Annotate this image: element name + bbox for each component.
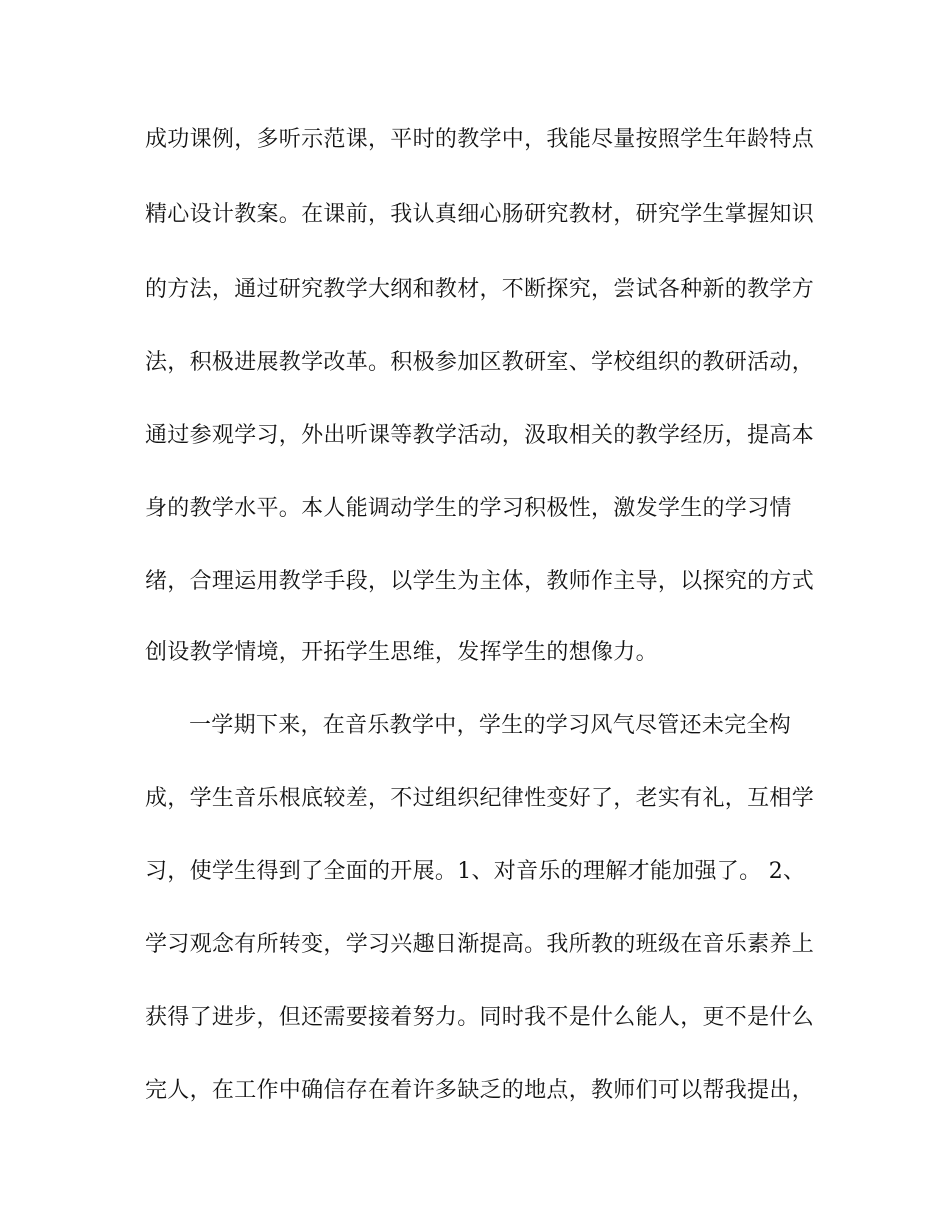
text-line: 身的教学水平。本人能调动学生的学习积极性，激发学生的学习情 [145,496,792,521]
text-line: 精心设计教案。在课前，我认真细心肠研究教材，研究学生掌握知识 [145,202,815,227]
text-line: 的方法，通过研究教学大纲和教材，不断探究，尝试各种新的教学方 [145,277,815,302]
text-line: 习，使学生得到了全面的开展。1、对音乐的理解才能加强了。 2、 [145,859,806,884]
text-line: 法，积极进展教学改革。积极参加区教研室、学校组织的教研活动， [145,350,815,375]
text-line: 通过参观学习，外出听课等教学活动，汲取相关的教学经历，提高本 [145,423,815,448]
text-line: 成，学生音乐根底较差，不过组织纪律性变好了，老实有礼，互相学 [145,786,815,811]
text-line: 获得了进步，但还需要接着努力。同时我不是什么能人，更不是什么 [145,1005,815,1030]
text-line: 完人，在工作中确信存在着许多缺乏的地点，教师们可以帮我提出， [145,1078,815,1103]
text-line: 创设教学情境，开拓学生思维，发挥学生的想像力。 [145,640,658,665]
text-line: 成功课例，多听示范课，平时的教学中，我能尽量按照学生年龄特点 [145,127,815,152]
paragraph-first-line: 一学期下来，在音乐教学中，学生的学习风气尽管还未完全构 [189,713,792,738]
text-line: 绪，合理运用教学手段，以学生为主体，教师作主导，以探究的方式 [145,569,815,594]
text-line: 学习观念有所转变，学习兴趣日渐提高。我所教的班级在音乐素养上 [145,932,815,957]
